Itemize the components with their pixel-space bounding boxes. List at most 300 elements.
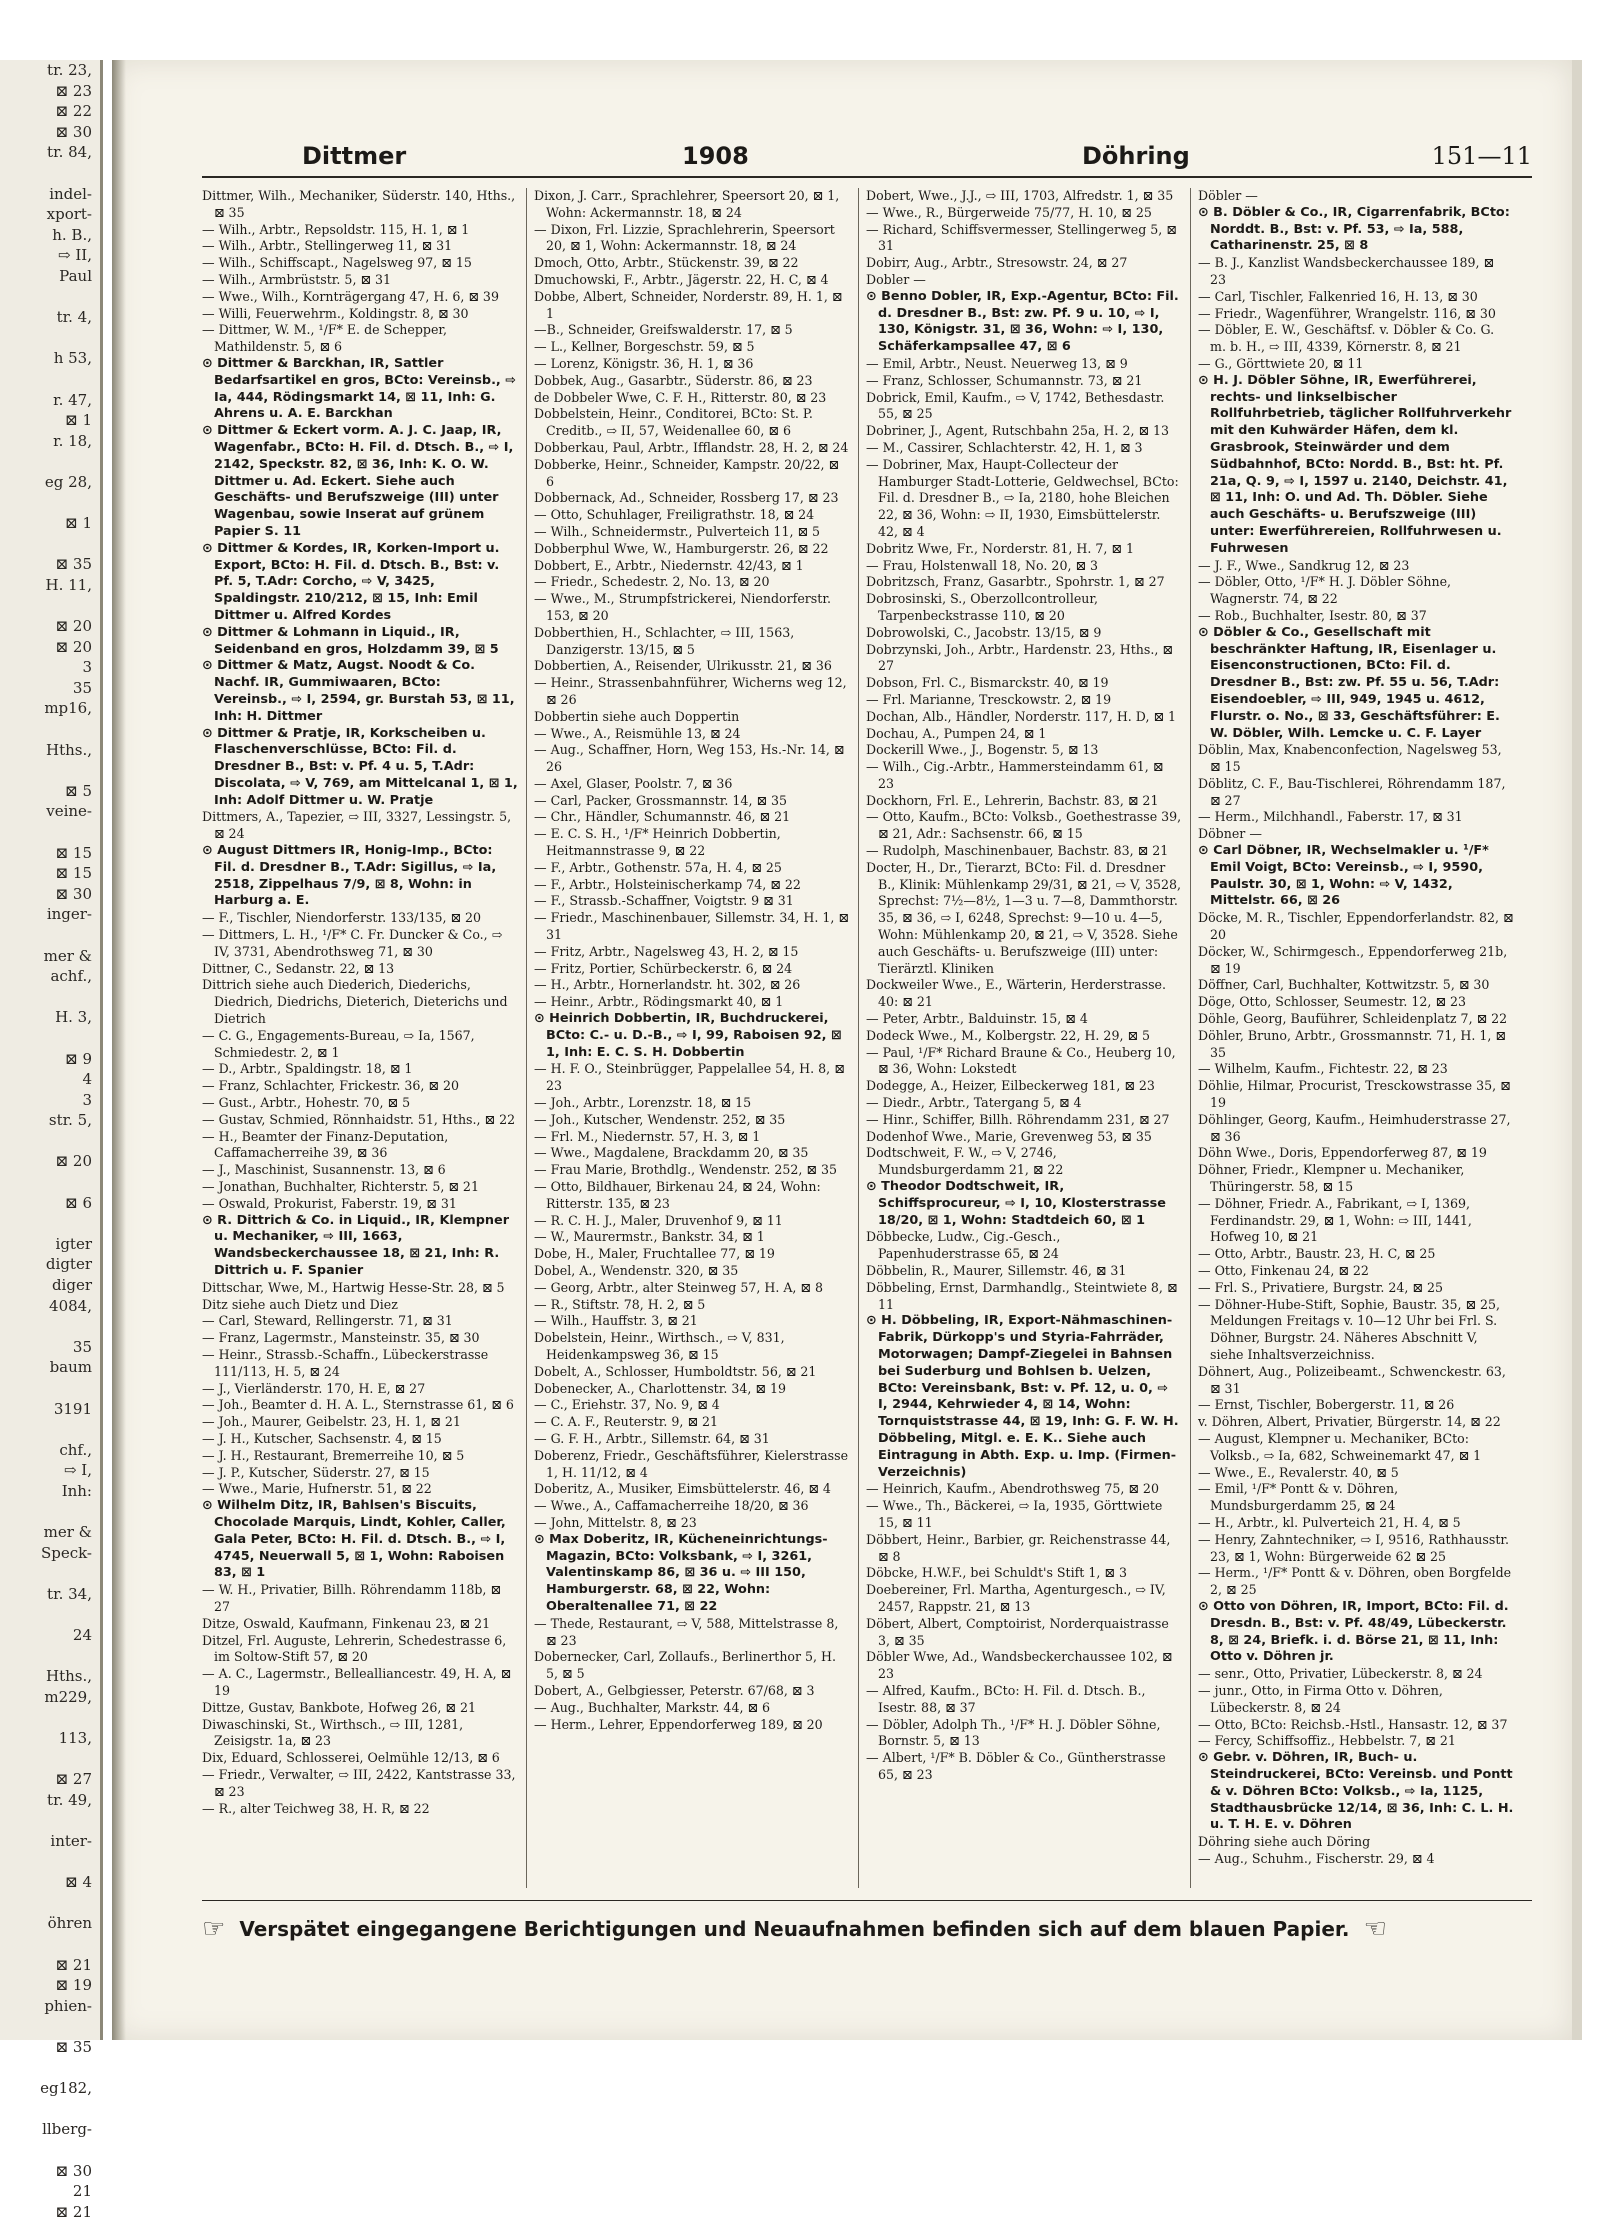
- directory-entry: — John, Mittelstr. 8, ⊠ 23: [534, 1514, 697, 1530]
- previous-page-fragment: ⊠ 27: [55, 1770, 92, 1789]
- directory-entry: — Gustav, Schmied, Rönnhaidstr. 51, Hths., ⊠ 22: [202, 1111, 516, 1127]
- directory-entry: Dittner, C., Sedanstr. 22, ⊠ 13: [202, 960, 395, 976]
- previous-page-fragment: [0, 1810, 100, 1831]
- directory-entry: Dobenecker, A., Charlottenstr. 34, ⊠ 19: [534, 1380, 786, 1396]
- previous-page-fragment: [0, 2016, 100, 2037]
- previous-page-fragment: 3: [82, 1090, 92, 1109]
- directory-entry: — M., Cassirer, Schlachterstr. 42, H. 1, ⊠ 3: [866, 439, 1143, 455]
- directory-entry: — Otto, Bildhauer, Birkenau 24, ⊠ 24, Wohn: Ritterstr. 135, ⊠ 23: [534, 1179, 821, 1211]
- directory-entry: — Wwe., Th., Bäckerei, ⇨ Ia, 1935, Görttwiete 15, ⊠ 11: [866, 1498, 1163, 1530]
- previous-page-fragment: m229,: [44, 1687, 92, 1706]
- directory-entry: — Otto, Finkenau 24, ⊠ 22: [1198, 1263, 1369, 1278]
- previous-page-fragment: [0, 451, 100, 472]
- column-2: [534, 188, 850, 1888]
- previous-page-fragment: mer &: [43, 1523, 92, 1542]
- page-header: [202, 140, 1532, 178]
- directory-entry: — C. A. F., Reuterstr. 9, ⊠ 21: [534, 1414, 719, 1430]
- page-edge: [1572, 60, 1582, 2040]
- directory-entry: Dodeck Wwe., M., Kolbergstr. 22, H. 29, ⊠ 5: [866, 1027, 1151, 1043]
- pointing-hand-icon: ☞: [202, 1914, 226, 1944]
- directory-entry: Dobritz Wwe, Fr., Norderstr. 81, H. 7, ⊠ 1: [866, 540, 1134, 556]
- previous-page-fragment: [0, 1852, 100, 1873]
- directory-entry: — Jonathan, Buchhalter, Richterstr. 5, ⊠ 21: [202, 1179, 479, 1195]
- previous-page-fragment: 35: [72, 678, 92, 697]
- directory-entry: — Fritz, Arbtr., Nagelsweg 43, H. 2, ⊠ 15: [534, 943, 799, 959]
- previous-page-fragment: baum: [49, 1358, 92, 1377]
- directory-entry: — E. C. S. H., ¹/F* Heinrich Dobbertin, Heitmannstrasse 9, ⊠ 22: [534, 826, 781, 859]
- previous-page-fragment: ⊠ 19: [55, 1976, 92, 1995]
- previous-page-fragment: h 53,: [53, 349, 92, 368]
- previous-page-fragment: [0, 1172, 100, 1193]
- previous-page-fragment: 113,: [58, 1729, 92, 1748]
- directory-entry: Dobrzynski, Joh., Arbtr., Hardenstr. 23, Hths., ⊠ 27: [866, 641, 1173, 674]
- directory-entry: Döcker, W., Schirmgesch., Eppendorferweg 21b, ⊠ 19: [1198, 943, 1508, 976]
- directory-entry: — Fritz, Portier, Schürbeckerstr. 6, ⊠ 24: [534, 960, 793, 976]
- column-rule: [526, 188, 527, 1888]
- directory-entry: — Friedr., Verwalter, ⇨ III, 2422, Kantstrasse 33, ⊠ 23: [202, 1766, 516, 1799]
- directory-entry: — Wwe., Marie, Hufnerstr. 51, ⊠ 22: [202, 1481, 432, 1497]
- directory-entry: — H., Arbtr., Hornerlandstr. ht. 302, ⊠ 26: [534, 977, 801, 993]
- directory-entry: Döhlie, Hilmar, Procurist, Tresckowstrasse 35, ⊠ 19: [1198, 1078, 1511, 1111]
- directory-entry: Dobbelstein, Heinr., Conditorei, BCto: St. P. Creditb., ⇨ II, 57, Weidenallee 60, ⊠ 6: [534, 406, 813, 439]
- directory-entry: — Joh., Arbtr., Lorenzstr. 18, ⊠ 15: [534, 1095, 752, 1111]
- previous-page-fragment: tr. 4,: [56, 308, 92, 327]
- directory-entry: — Dobriner, Max, Haupt-Collecteur der Hamburger Stadt-Lotterie, Geldwechsel, BCto: Fil. d. Dresdner B., ⇨ Ia, 2180, hohe Bleichen 22, ⊠ 36, Wohn: ⇨ II, 1930, Eimsbüttelerstr. 42, ⊠ 4: [866, 456, 1179, 539]
- directory-entry: — J. F., Wwe., Sandkrug 12, ⊠ 23: [1198, 557, 1410, 573]
- directory-entry: Dobbertin siehe auch Doppertin: [534, 708, 740, 724]
- directory-entry: — Döhner, Friedr. A., Fabrikant, ⇨ I, 1369, Ferdinandstr. 29, ⊠ 1, Wohn: ⇨ III, 1441, Hofweg 10, ⊠ 21: [1198, 1195, 1472, 1245]
- directory-entry: — Georg, Arbtr., alter Steinweg 57, H. A, ⊠ 8: [534, 1279, 824, 1295]
- directory-entry: Dobson, Frl. C., Bismarckstr. 40, ⊠ 19: [866, 675, 1109, 691]
- directory-entry: — Herm., Lehrer, Eppendorferweg 189, ⊠ 20: [534, 1716, 823, 1732]
- previous-page-fragment: [0, 595, 100, 616]
- directory-entry: — L., Kellner, Borgeschstr. 59, ⊠ 5: [534, 339, 755, 355]
- previous-page-fragment: mp16,: [44, 699, 92, 718]
- previous-page-fragment: ⊠ 1: [65, 514, 92, 533]
- directory-entry: — Friedr., Schedestr. 2, No. 13, ⊠ 20: [534, 574, 770, 590]
- previous-page-fragment: llberg-: [42, 2120, 92, 2139]
- directory-entry: ⊙ Otto von Döhren, IR, Import, BCto: Fil. d. Dresdn. B., Bst: v. Pf. 48/49, Lübeckerstr. 8, ⊠ 24, Briefk. i. d. Börse 21, ⊠ 11, Inh: Otto v. Döhren jr.: [1198, 1598, 1509, 1665]
- previous-page-fragment: H. 11,: [45, 575, 92, 594]
- previous-page-fragment: [0, 1605, 100, 1626]
- directory-entry: — R., Stiftstr. 78, H. 2, ⊠ 5: [534, 1296, 706, 1312]
- directory-entry: — Lorenz, Königstr. 36, H. 1, ⊠ 36: [534, 355, 754, 371]
- directory-entry: — Franz, Lagermstr., Mansteinstr. 35, ⊠ 30: [202, 1330, 480, 1346]
- directory-entry: Döbler Wwe, Ad., Wandsbeckerchaussee 102, ⊠ 23: [866, 1649, 1173, 1682]
- previous-page-fragment: ⊠ 30: [55, 884, 92, 903]
- header-first-entry: Dittmer: [302, 142, 407, 170]
- previous-page-fragment: tr. 84,: [47, 143, 92, 162]
- directory-entry: — Emil, Arbtr., Neust. Neuerweg 13, ⊠ 9: [866, 355, 1128, 371]
- previous-page-fragment: [0, 163, 100, 184]
- directory-entry: — H., Arbtr., kl. Pulverteich 21, H. 4, ⊠ 5: [1198, 1514, 1461, 1530]
- previous-page-fragment: indel-: [49, 184, 92, 203]
- directory-entry: — Peter, Arbtr., Balduinstr. 15, ⊠ 4: [866, 1011, 1088, 1027]
- previous-page-fragment: ⊠ 1: [65, 411, 92, 430]
- directory-entry: — Oswald, Prokurist, Faberstr. 19, ⊠ 31: [202, 1195, 457, 1211]
- directory-entry: — Rudolph, Maschinenbauer, Bachstr. 83, ⊠ 21: [866, 843, 1169, 859]
- directory-entry: — Albert, ¹/F* B. Döbler & Co., Güntherstrasse 65, ⊠ 23: [866, 1750, 1166, 1782]
- directory-entry: — Döbler, Adolph Th., ¹/F* H. J. Döbler Söhne, Bornstr. 5, ⊠ 13: [866, 1716, 1161, 1749]
- directory-entry: — Dixon, Frl. Lizzie, Sprachlehrerin, Speersort 20, ⊠ 1, Wohn: Ackermannstr. 18, ⊠ 24: [534, 221, 835, 254]
- directory-entry: — Otto, BCto: Reichsb.-Hstl., Hansastr. 12, ⊠ 37: [1198, 1716, 1508, 1732]
- previous-page-fragment: [0, 1502, 100, 1523]
- previous-page-fragment: Speck-: [40, 1543, 92, 1562]
- directory-entry: v. Döhren, Albert, Privatier, Bürgerstr. 14, ⊠ 22: [1198, 1414, 1501, 1430]
- directory-entry: — Heinrich, Kaufm., Abendrothsweg 75, ⊠ 20: [866, 1481, 1159, 1497]
- previous-page-fragment: [0, 1708, 100, 1729]
- directory-entry: Dobbe, Albert, Schneider, Norderstr. 89, H. 1, ⊠ 1: [534, 288, 843, 321]
- previous-page-fragment: [0, 760, 100, 781]
- directory-entry: — Ernst, Tischler, Bobergerstr. 11, ⊠ 26: [1198, 1397, 1455, 1413]
- page-footer: [202, 1900, 1532, 1947]
- directory-entry: Dobbernack, Ad., Schneider, Rossberg 17, ⊠ 23: [534, 490, 839, 506]
- header-last-entry: Döhring: [1082, 142, 1190, 170]
- directory-entry: — J. H., Restaurant, Bremerreihe 10, ⊠ 5: [202, 1447, 465, 1463]
- previous-page-fragment: [0, 987, 100, 1008]
- directory-entry: Dockerill Wwe., J., Bogenstr. 5, ⊠ 13: [866, 742, 1099, 758]
- directory-entry: Doberenz, Friedr., Geschäftsführer, Kielerstrasse 1, H. 11/12, ⊠ 4: [534, 1447, 849, 1480]
- directory-entry: ⊙ H. J. Döbler Söhne, IR, Ewerführerei, rechts- und linkselbischer Rollfuhrbetrieb, täglicher Rollfuhrverkehr mit den Kuhwärder Häfen, dem kl. Grasbrook, Steinwärder und dem Südbahnhof, BCto: Nordd. B., Bst: ht. Pf. 21a, Q. 9, ⇨ I, 1597 u. 2140, Deichstr. 41, ⊠ 11, Inh: O. und Ad. Th. Döbler. Siehe auch Geschäfts- u. Berufszweige (III) unter: Ewerführereien, Rollfuhrwesen u. Fuhrwesen: [1198, 372, 1512, 556]
- directory-entry: Dobbek, Aug., Gasarbtr., Süderstr. 86, ⊠ 23: [534, 372, 813, 388]
- column-rule: [858, 188, 859, 1888]
- directory-entry: Dmuchowski, F., Arbtr., Jägerstr. 22, H. C, ⊠ 4: [534, 271, 829, 287]
- directory-entry: — R., alter Teichweg 38, H. R, ⊠ 22: [202, 1800, 430, 1816]
- previous-page-fragment: digter: [45, 1255, 92, 1274]
- directory-entry: — Heinr., Strassb.-Schaffn., Lübeckerstrasse 111/113, H. 5, ⊠ 24: [202, 1346, 489, 1379]
- directory-entry: —B., Schneider, Greifswalderstr. 17, ⊠ 5: [534, 322, 793, 338]
- column-3: [866, 188, 1182, 1888]
- directory-entry: ⊙ Dittmer & Eckert vorm. A. J. C. Jaap, IR, Wagenfabr., BCto: H. Fil. d. Dtsch. B., ⇨ I, 2142, Speckstr. 82, ⊠ 36, Inh: K. O. W. Dittmer u. Ad. Eckert. Siehe auch Geschäfts- und Berufszweige (III) unter Wagenbau, sowie Inserat auf grünem Papier S. 11: [202, 423, 514, 539]
- previous-page-fragment: ⊠ 9: [65, 1049, 92, 1068]
- directory-entry: — Dittmer, W. M., ¹/F* E. de Schepper, Mathildenstr. 5, ⊠ 6: [202, 322, 448, 355]
- directory-entry: — Carl, Packer, Grossmannstr. 14, ⊠ 35: [534, 792, 788, 808]
- directory-entry: — Axel, Glaser, Poolstr. 7, ⊠ 36: [534, 775, 733, 791]
- previous-page-fragment: [0, 369, 100, 390]
- directory-entry: Dobriner, J., Agent, Rutschbahn 25a, H. 2, ⊠ 13: [866, 423, 1170, 439]
- directory-entry: Döffner, Carl, Buchhalter, Kottwitzstr. 5, ⊠ 30: [1198, 977, 1490, 993]
- directory-entry: — Otto, Arbtr., Baustr. 23, H. C, ⊠ 25: [1198, 1246, 1436, 1262]
- previous-page-fragment: [0, 1934, 100, 1955]
- previous-page-fragment: tr. 23,: [47, 61, 92, 79]
- directory-entry: Döbbelin, R., Maurer, Sillemstr. 46, ⊠ 31: [866, 1263, 1127, 1278]
- directory-entry: Döge, Otto, Schlosser, Seumestr. 12, ⊠ 23: [1198, 994, 1467, 1010]
- previous-page-fragment: 24: [72, 1626, 92, 1645]
- directory-entry: — Wwe., R., Bürgerweide 75/77, H. 10, ⊠ 25: [866, 204, 1152, 220]
- previous-page-fragment: ⊠ 21: [55, 2202, 92, 2221]
- directory-entry: — Wwe., Magdalene, Brackdamm 20, ⊠ 35: [534, 1145, 809, 1161]
- directory-entry: ⊙ R. Dittrich & Co. in Liquid., IR, Klempner u. Mechaniker, ⇨ III, 1663, Wandsbeckerchaussee 18, ⊠ 21, Inh: R. Dittrich u. F. Spanier: [202, 1212, 510, 1278]
- previous-page-fragment: ⊠ 22: [55, 102, 92, 121]
- directory-entry: — Herm., Milchhandl., Faberstr. 17, ⊠ 31: [1198, 809, 1463, 825]
- directory-entry: — J., Vierländerstr. 170, H. E, ⊠ 27: [202, 1380, 426, 1396]
- directory-entry: Dodegge, A., Heizer, Eilbeckerweg 181, ⊠ 23: [866, 1078, 1155, 1094]
- directory-entry: ⊙ Heinrich Dobbertin, IR, Buchdruckerei, BCto: C.- u. D.-B., ⇨ I, 99, Raboisen 92, ⊠ 1, Inh: E. C. S. H. Dobbertin: [534, 1011, 842, 1060]
- previous-page-fragment: ⊠ 15: [55, 843, 92, 862]
- previous-page-fragment: Inh:: [61, 1481, 92, 1500]
- directory-entry: — J. H., Kutscher, Sachsenstr. 4, ⊠ 15: [202, 1430, 442, 1446]
- directory-entry: — Joh., Maurer, Geibelstr. 23, H. 1, ⊠ 21: [202, 1414, 461, 1430]
- previous-page-fragment: [0, 492, 100, 513]
- directory-entry: Dittmer, Wilh., Mechaniker, Süderstr. 140, Hths., ⊠ 35: [202, 188, 516, 220]
- directory-entry: Dobler —: [866, 271, 926, 287]
- directory-entry: Dobrick, Emil, Kaufm., ⇨ V, 1742, Bethesdastr. 55, ⊠ 25: [866, 389, 1165, 422]
- directory-entry: — Wwe., E., Revalerstr. 40, ⊠ 5: [1198, 1464, 1399, 1480]
- directory-entry: Döhnert, Aug., Polizeibeamt., Schwenckestr. 63, ⊠ 31: [1198, 1363, 1506, 1396]
- previous-page-fragment: ⊠ 5: [65, 781, 92, 800]
- directory-entry: — Wilh., Arbtr., Repsoldstr. 115, H. 1, ⊠ 1: [202, 221, 470, 237]
- previous-page-fragment: [0, 328, 100, 349]
- directory-entry: — Herm., ¹/F* Pontt & v. Döhren, oben Borgfelde 2, ⊠ 25: [1198, 1565, 1512, 1598]
- directory-entry: Döblin, Max, Knabenconfection, Nagelsweg 53, ⊠ 15: [1198, 742, 1502, 775]
- directory-entry: — A. C., Lagermstr., Bellealliancestr. 49, H. A, ⊠ 19: [202, 1666, 512, 1698]
- directory-entry: — Wwe., M., Strumpfstrickerei, Niendorferstr. 153, ⊠ 20: [534, 591, 831, 623]
- directory-page: [112, 60, 1572, 2040]
- previous-page-fragment: h. B.,: [52, 225, 92, 244]
- directory-entry: ⊙ Carl Döbner, IR, Wechselmakler u. ¹/F* Emil Voigt, BCto: Vereinsb., ⇨ I, 9590, Paulstr. 30, ⊠ 1, Wohn: ⇨ V, 1432, Mittelstr. 66, ⊠ 26: [1198, 843, 1489, 909]
- directory-entry: ⊙ Dittmer & Barckhan, IR, Sattler Bedarfsartikel en gros, BCto: Vereinsb., ⇨ Ia, 444, Rödingsmarkt 14, ⊠ 11, Inh: G. Ahrens u. A. E. Barckhan: [202, 355, 516, 422]
- column-4: [1198, 188, 1514, 1888]
- directory-entry: Döbbert, Heinr., Barbier, gr. Reichenstrasse 44, ⊠ 8: [866, 1531, 1171, 1564]
- directory-entry: Dobert, A., Gelbgiesser, Peterstr. 67/68, ⊠ 3: [534, 1682, 815, 1698]
- directory-entry: — Diedr., Arbtr., Tatergang 5, ⊠ 4: [866, 1095, 1082, 1111]
- previous-page-fragment: 4084,: [49, 1296, 92, 1315]
- directory-entry: — junr., Otto, in Firma Otto v. Döhren, Lübeckerstr. 8, ⊠ 24: [1198, 1682, 1443, 1715]
- directory-entry: Dodtschweit, F. W., ⇨ V, 2746, Mundsburgerdamm 21, ⊠ 22: [866, 1145, 1064, 1178]
- previous-page-strip: [0, 60, 103, 2221]
- directory-entry: Dobert, Wwe., J.J., ⇨ III, 1703, Alfredstr. 1, ⊠ 35: [866, 188, 1174, 203]
- directory-entry: ⊙ H. Döbbeling, IR, Export-Nähmaschinen-Fabrik, Dürkopp's und Styria-Fahrräder, Motorwagen; Dampf-Ziegelei in Bahnsen bei Suderburg und Bohlsen b. Uelzen, BCto: Vereinsbank, Bst: v. Pf. 12, u. 0, ⇨ I, 2944, Kehrwieder 4, ⊠ 14, Wohn: Tornquiststrasse 44, ⊠ 19, Inh: G. F. W. H. Döbbeling, Mitgl. e. E. K.. Siehe auch Eintragung in Abth. Exp. u. Imp. (Firmen-Verzeichnis): [866, 1313, 1179, 1480]
- directory-entry: — C. G., Engagements-Bureau, ⇨ Ia, 1567, Schmiedestr. 2, ⊠ 1: [202, 1027, 475, 1060]
- previous-page-fragment: [0, 925, 100, 946]
- previous-page-fragment: diger: [51, 1276, 92, 1295]
- directory-entry: — J. P., Kutscher, Süderstr. 27, ⊠ 15: [202, 1464, 430, 1480]
- previous-page-fragment: 35: [72, 1337, 92, 1356]
- previous-page-fragment: veine-: [46, 802, 92, 821]
- directory-entry: — Friedr., Maschinenbauer, Sillemstr. 34, H. 1, ⊠ 31: [534, 910, 849, 943]
- directory-entry: Döblitz, C. F., Bau-Tischlerei, Röhrendamm 187, ⊠ 27: [1198, 775, 1506, 808]
- directory-entry: Döcke, M. R., Tischler, Eppendorferlandstr. 82, ⊠ 20: [1198, 910, 1514, 943]
- directory-entry: — Paul, ¹/F* Richard Braune & Co., Heuberg 10, ⊠ 36, Wohn: Lokstedt: [866, 1044, 1176, 1077]
- directory-entry: — B. J., Kanzlist Wandsbeckerchaussee 189, ⊠ 23: [1198, 255, 1495, 287]
- directory-entry: — Willi, Feuerwehrm., Koldingstr. 8, ⊠ 30: [202, 305, 469, 321]
- directory-entry: Dobberthien, H., Schlachter, ⇨ III, 1563, Danzigerstr. 13/15, ⊠ 5: [534, 624, 795, 657]
- directory-entry: Dobritzsch, Franz, Gasarbtr., Spohrstr. 1, ⊠ 27: [866, 574, 1165, 590]
- previous-page-fragment: [0, 1213, 100, 1234]
- directory-entry: — Heinr., Strassenbahnführer, Wicherns weg 12, ⊠ 26: [534, 675, 847, 707]
- directory-entry: — Emil, ¹/F* Pontt & v. Döhren, Mundsburgerdamm 25, ⊠ 24: [1198, 1481, 1399, 1514]
- directory-entry: Döhle, Georg, Bauführer, Schleidenplatz 7, ⊠ 22: [1198, 1011, 1508, 1027]
- previous-page-fragment: [0, 287, 100, 308]
- directory-entry: — F., Strassb.-Schaffner, Voigtstr. 9 ⊠ 31: [534, 893, 794, 909]
- previous-page-fragment: [0, 1028, 100, 1049]
- previous-page-fragment: inger-: [46, 905, 92, 924]
- directory-entry: Dobrosinski, S., Oberzollcontrolleur, Tarpenbeckstrasse 110, ⊠ 20: [866, 591, 1099, 623]
- previous-page-fragment: str. 5,: [48, 1111, 92, 1130]
- directory-entry: Döbler —: [1198, 188, 1258, 203]
- directory-entry: Ditze, Oswald, Kaufmann, Finkenau 23, ⊠ 21: [202, 1615, 491, 1631]
- directory-entry: — senr., Otto, Privatier, Lübeckerstr. 8, ⊠ 24: [1198, 1666, 1483, 1682]
- directory-entry: — Otto, Kaufm., BCto: Volksb., Goethestrasse 39, ⊠ 21, Adr.: Sachsenstr. 66, ⊠ 15: [866, 809, 1182, 842]
- directory-entry: — Aug., Schuhm., Fischerstr. 29, ⊠ 4: [1198, 1850, 1435, 1866]
- directory-entry: Dobberphul Wwe, W., Hamburgerstr. 26, ⊠ 22: [534, 540, 829, 556]
- directory-entry: Dobirr, Aug., Arbtr., Stresowstr. 24, ⊠ 27: [866, 255, 1128, 271]
- previous-page-fragment: [0, 1131, 100, 1152]
- directory-entry: Dobberke, Heinr., Schneider, Kampstr. 20/22, ⊠ 6: [534, 456, 840, 489]
- previous-page-fragment: igter: [55, 1234, 92, 1253]
- previous-page-fragment: [0, 1419, 100, 1440]
- previous-page-fragment: [0, 2058, 100, 2079]
- directory-entry: Dochau, A., Pumpen 24, ⊠ 1: [866, 725, 1047, 741]
- previous-page-fragment: [0, 1378, 100, 1399]
- directory-entry: — August, Klempner u. Mechaniker, BCto: Volksb., ⇨ Ia, 682, Schweinemarkt 47, ⊠ 1: [1198, 1430, 1482, 1463]
- column-rule: [1190, 188, 1191, 1888]
- header-year: 1908: [682, 142, 749, 170]
- directory-entry: ⊙ Dittmer & Pratje, IR, Korkscheiben u. Flaschenverschlüsse, BCto: Fil. d. Dresdner B., Bst: v. Pf. 4 u. 5, T.Adr: Discolata, ⇨ V, 769, am Mittelcanal 1, ⊠ 1, Inh: Adolf Dittmer u. W. Pratje: [202, 725, 518, 808]
- directory-entry: ⊙ Dittmer & Kordes, IR, Korken-Import u. Export, BCto: H. Fil. d. Dtsch. B., Bst: v. Pf. 5, T.Adr: Corcho, ⇨ V, 3425, Spaldingstr. 210/212, ⊠ 15, Inh: Emil Dittmer u. Alfred Kordes: [202, 540, 500, 623]
- previous-page-fragment: 4: [82, 1070, 92, 1089]
- directory-entry: Dobernecker, Carl, Zollaufs., Berlinerthor 5, H. 5, ⊠ 5: [534, 1649, 837, 1682]
- directory-entry: — Rob., Buchhalter, Isestr. 80, ⊠ 37: [1198, 607, 1427, 623]
- directory-entry: — Carl, Tischler, Falkenried 16, H. 13, ⊠ 30: [1198, 288, 1478, 304]
- directory-entry: — Wilh., Schiffscapt., Nagelsweg 97, ⊠ 15: [202, 255, 472, 271]
- pointing-hand-icon: ☜: [1363, 1914, 1387, 1944]
- previous-page-fragment: öhren: [47, 1914, 92, 1933]
- directory-entry: — W., Maurermstr., Bankstr. 34, ⊠ 1: [534, 1229, 765, 1245]
- directory-entry: de Dobbeler Wwe, C. F. H., Ritterstr. 80, ⊠ 23: [534, 389, 827, 405]
- directory-entry: Dittze, Gustav, Bankbote, Hofweg 26, ⊠ 21: [202, 1699, 476, 1715]
- directory-entry: Dittschar, Wwe, M., Hartwig Hesse-Str. 28, ⊠ 5: [202, 1279, 505, 1295]
- directory-entry: — Frl. S., Privatiere, Burgstr. 24, ⊠ 25: [1198, 1279, 1443, 1295]
- directory-entry: Dmoch, Otto, Arbtr., Stückenstr. 39, ⊠ 22: [534, 255, 799, 271]
- directory-entry: Dixon, J. Carr., Sprachlehrer, Speersort 20, ⊠ 1, Wohn: Ackermannstr. 18, ⊠ 24: [534, 188, 840, 220]
- directory-entry: — C., Eriehstr. 37, No. 9, ⊠ 4: [534, 1397, 720, 1413]
- directory-entry: — G., Görttwiete 20, ⊠ 11: [1198, 355, 1364, 371]
- directory-entry: — Wwe., Wilh., Kornträgergang 47, H. 6, ⊠ 39: [202, 288, 499, 304]
- directory-entry: Döhler, Bruno, Arbtr., Grossmannstr. 71, H. 1, ⊠ 35: [1198, 1027, 1506, 1060]
- directory-entry: — Döbler, Otto, ¹/F* H. J. Döbler Söhne, Wagnerstr. 74, ⊠ 22: [1198, 574, 1452, 607]
- previous-page-fragment: 21: [72, 2182, 92, 2201]
- previous-page-fragment: phien-: [44, 1996, 92, 2015]
- previous-page-fragment: ⊠ 20: [55, 1152, 92, 1171]
- directory-entry: Dockweiler Wwe., E., Wärterin, Herderstrasse. 40: ⊠ 21: [866, 977, 1166, 1010]
- previous-page-fragment: 3191: [53, 1399, 92, 1418]
- directory-entry: Dodenhof Wwe., Marie, Grevenweg 53, ⊠ 35: [866, 1128, 1152, 1144]
- directory-entry: — W. H., Privatier, Billh. Röhrendamm 118b, ⊠ 27: [202, 1582, 501, 1614]
- directory-entry: ⊙ August Dittmers IR, Honig-Imp., BCto: Fil. d. Dresdner B., T.Adr: Sigillus, ⇨ Ia, 2518, Zippelhaus 7/9, ⊠ 8, Wohn: in Harburg a. E.: [202, 843, 497, 909]
- directory-entry: ⊙ Dittmer & Lohmann in Liquid., IR, Seidenband en gros, Holzdamm 39, ⊠ 5: [202, 624, 499, 657]
- directory-entry: — Aug., Buchhalter, Markstr. 44, ⊠ 6: [534, 1699, 771, 1715]
- directory-entry: Dobel, A., Wendenstr. 320, ⊠ 35: [534, 1263, 739, 1278]
- directory-entry: — Friedr., Wagenführer, Wrangelstr. 116, ⊠ 30: [1198, 305, 1496, 321]
- directory-entry: — Fercy, Schiffsoffiz., Hebbelstr. 7, ⊠ 21: [1198, 1733, 1456, 1749]
- directory-entry: — Frl. M., Niedernstr. 57, H. 3, ⊠ 1: [534, 1128, 761, 1144]
- previous-page-fragment: Hths.,: [45, 740, 92, 759]
- directory-entry: — Döhner-Hube-Stift, Sophie, Baustr. 35, ⊠ 25, Meldungen Freitags v. 10—12 Uhr bei Frl. S. Döhner, Burgstr. 24. Näheres Abschnitt V, siehe Inhaltsverzeichniss.: [1198, 1296, 1501, 1362]
- previous-page-fragment: eg182,: [40, 2079, 92, 2098]
- previous-page-fragment: [0, 1893, 100, 1914]
- previous-page-fragment: ⊠ 15: [55, 864, 92, 883]
- directory-entry: — Wilh., Armbrüststr. 5, ⊠ 31: [202, 271, 392, 287]
- directory-entry: Dochan, Alb., Händler, Norderstr. 117, H. D, ⊠ 1: [866, 708, 1177, 724]
- directory-entry: ⊙ Gebr. v. Döhren, IR, Buch- u. Steindruckerei, BCto: Vereinsb. und Pontt & v. Döhren BCto: Volksb., ⇨ Ia, 1125, Stadthausbrücke 12/14, ⊠ 36, Inh: C. L. H. u. T. H. E. v. Döhren: [1198, 1750, 1514, 1833]
- directory-entry: Dittmers, A., Tapezier, ⇨ III, 3327, Lessingstr. 5, ⊠ 24: [202, 809, 512, 842]
- directory-entry: Döbcke, H.W.F., bei Schuldt's Stift 1, ⊠ 3: [866, 1565, 1127, 1581]
- column-1: [202, 188, 518, 1888]
- directory-entry: Docter, H., Dr., Tierarzt, BCto: Fil. d. Dresdner B., Klinik: Mühlenkamp 29/31, ⊠ 21, ⇨ V, 3528, Sprechst: 7½—8½, 1—3 u. 7—8, Dammthorstr. 35, ⊠ 36, ⇨ I, 6248, Sprechst: 9—10 u. 4—5, Wohn: Mühlenkamp 20, ⊠ 21, ⇨ V, 3528. Siehe auch Geschäfts- u. Berufszweige (III) unter: Tierärztl. Kliniken: [866, 859, 1181, 976]
- previous-page-fragment: Paul: [59, 266, 92, 285]
- previous-page-fragment: ⊠ 23: [55, 81, 92, 100]
- directory-entry: Dobberkau, Paul, Arbtr., Ifflandstr. 28, H. 2, ⊠ 24: [534, 439, 849, 455]
- directory-entry: Diwaschinski, St., Wirthsch., ⇨ III, 1281, Zeisigstr. 1a, ⊠ 23: [202, 1716, 464, 1749]
- directory-entry: — F., Tischler, Niendorferstr. 133/135, ⊠ 20: [202, 910, 482, 926]
- previous-page-fragment: [0, 822, 100, 843]
- directory-entry: Döhlinger, Georg, Kaufm., Heimhuderstrasse 27, ⊠ 36: [1198, 1111, 1511, 1144]
- directory-entry: — Wilh., Hauffstr. 3, ⊠ 21: [534, 1313, 698, 1329]
- directory-entry: Döhn Wwe., Doris, Eppendorferweg 87, ⊠ 19: [1198, 1145, 1487, 1161]
- directory-entry: ⊙ Max Doberitz, IR, Kücheneinrichtungs-Magazin, BCto: Volksbank, ⇨ I, 3261, Valentinskamp 86, ⊠ 36 u. ⇨ III 150, Hamburgerstr. 68, ⊠ 22, Wohn: Oberaltenallee 71, ⊠ 22: [534, 1531, 828, 1614]
- previous-page-fragment: ⊠ 35: [55, 2038, 92, 2056]
- directory-entry: Ditz siehe auch Dietz und Diez: [202, 1296, 398, 1312]
- directory-entry: — J., Maschinist, Susannenstr. 13, ⊠ 6: [202, 1162, 446, 1178]
- directory-entry: — Frl. Marianne, Tresckowstr. 2, ⊠ 19: [866, 691, 1112, 707]
- directory-entry: — Alfred, Kaufm., BCto: H. Fil. d. Dtsch. B., Isestr. 88, ⊠ 37: [866, 1682, 1146, 1715]
- directory-entry: — Dittmers, L. H., ¹/F* C. Fr. Duncker & Co., ⇨ IV, 3731, Abendrothsweg 71, ⊠ 30: [202, 927, 503, 959]
- directory-entry: Dobrowolski, C., Jacobstr. 13/15, ⊠ 9: [866, 624, 1102, 640]
- previous-page-fragment: achf.,: [50, 967, 92, 986]
- directory-entry: — Richard, Schiffsvermesser, Stellingerweg 5, ⊠ 31: [866, 221, 1177, 254]
- directory-entry: — R. C. H. J., Maler, Druvenhof 9, ⊠ 11: [534, 1212, 783, 1228]
- directory-entry: — Otto, Schuhlager, Freiligrathstr. 18, ⊠ 24: [534, 507, 815, 523]
- previous-page-fragment: H. 3,: [55, 1008, 92, 1027]
- directory-entry: Döbbeling, Ernst, Darmhandlg., Steintwiete 8, ⊠ 11: [866, 1279, 1178, 1312]
- directory-entry: ⊙ B. Döbler & Co., IR, Cigarrenfabrik, BCto: Norddt. B., Bst: v. Pf. 53, ⇨ Ia, 588, Catharinenstr. 25, ⊠ 8: [1198, 204, 1510, 254]
- directory-entry: Ditzel, Frl. Auguste, Lehrerin, Schedestrasse 6, im Soltow-Stift 57, ⊠ 20: [202, 1632, 507, 1665]
- entry-columns: [202, 188, 1542, 1888]
- previous-page-fragment: r. 18,: [53, 431, 92, 450]
- directory-entry: — Wilh., Arbtr., Stellingerweg 11, ⊠ 31: [202, 238, 453, 254]
- directory-entry: Döhring siehe auch Döring: [1198, 1834, 1371, 1850]
- previous-page-fragment: eg 28,: [44, 472, 92, 491]
- previous-page-fragment: ⊠ 35: [55, 555, 92, 574]
- previous-page-fragment: [0, 1563, 100, 1584]
- directory-entry: — Joh., Kutscher, Wendenstr. 252, ⊠ 35: [534, 1111, 786, 1127]
- previous-page-fragment: [0, 1749, 100, 1770]
- directory-entry: — H. F. O., Steinbrügger, Pappelallee 54, H. 8, ⊠ 23: [534, 1061, 845, 1094]
- directory-entry: — Hinr., Schiffer, Billh. Röhrendamm 231, ⊠ 27: [866, 1111, 1170, 1127]
- directory-entry: — Wwe., A., Caffamacherreihe 18/20, ⊠ 36: [534, 1498, 809, 1514]
- directory-entry: ⊙ Wilhelm Ditz, IR, Bahlsen's Biscuits, Chocolade Marquis, Lindt, Kohler, Caller, Gala Peter, BCto: H. Fil. d. Dtsch. B., ⇨ I, 4745, Neuerwall 5, ⊠ 1, Wohn: Raboisen 83, ⊠ 1: [202, 1498, 506, 1581]
- directory-entry: — Wilhelm, Kaufm., Fichtestr. 22, ⊠ 23: [1198, 1061, 1448, 1077]
- previous-page-fragment: 3: [82, 658, 92, 677]
- previous-page-fragment: ⊠ 6: [65, 1193, 92, 1212]
- previous-page-fragment: ⊠ 20: [55, 637, 92, 656]
- directory-entry: — H., Beamter der Finanz-Deputation, Caffamacherreihe 39, ⊠ 36: [202, 1128, 449, 1161]
- page-binding-shadow: [112, 60, 126, 2040]
- directory-entry: Dobe, H., Maler, Fruchtallee 77, ⊠ 19: [534, 1246, 775, 1262]
- directory-entry: — Franz, Schlosser, Schumannstr. 73, ⊠ 21: [866, 372, 1143, 388]
- previous-page-fragment: ⇨ II,: [58, 246, 92, 265]
- footer-notice: Verspätet eingegangene Berichtigungen und Neuaufnahmen befinden sich auf dem blauen Papier.: [239, 1917, 1350, 1941]
- directory-entry: — Henry, Zahntechniker, ⇨ I, 9516, Rathhausstr. 23, ⊠ 1, Wohn: Bürgerweide 62 ⊠ 25: [1198, 1531, 1510, 1564]
- previous-page-fragment: [0, 1316, 100, 1337]
- previous-page-fragment: xport-: [46, 205, 92, 224]
- directory-entry: Doebereiner, Frl. Martha, Agenturgesch., ⇨ IV, 2457, Rappstr. 21, ⊠ 13: [866, 1582, 1166, 1614]
- previous-page-fragment: Hths.,: [45, 1667, 92, 1686]
- directory-entry: — Wwe., A., Reismühle 13, ⊠ 24: [534, 725, 741, 741]
- directory-entry: — Gust., Arbtr., Hohestr. 70, ⊠ 5: [202, 1095, 411, 1111]
- directory-entry: ⊙ Theodor Dodtschweit, IR, Schiffsprocureur, ⇨ I, 10, Klosterstrasse 18/20, ⊠ 1, Wohn: Stadtdeich 60, ⊠ 1: [866, 1179, 1166, 1228]
